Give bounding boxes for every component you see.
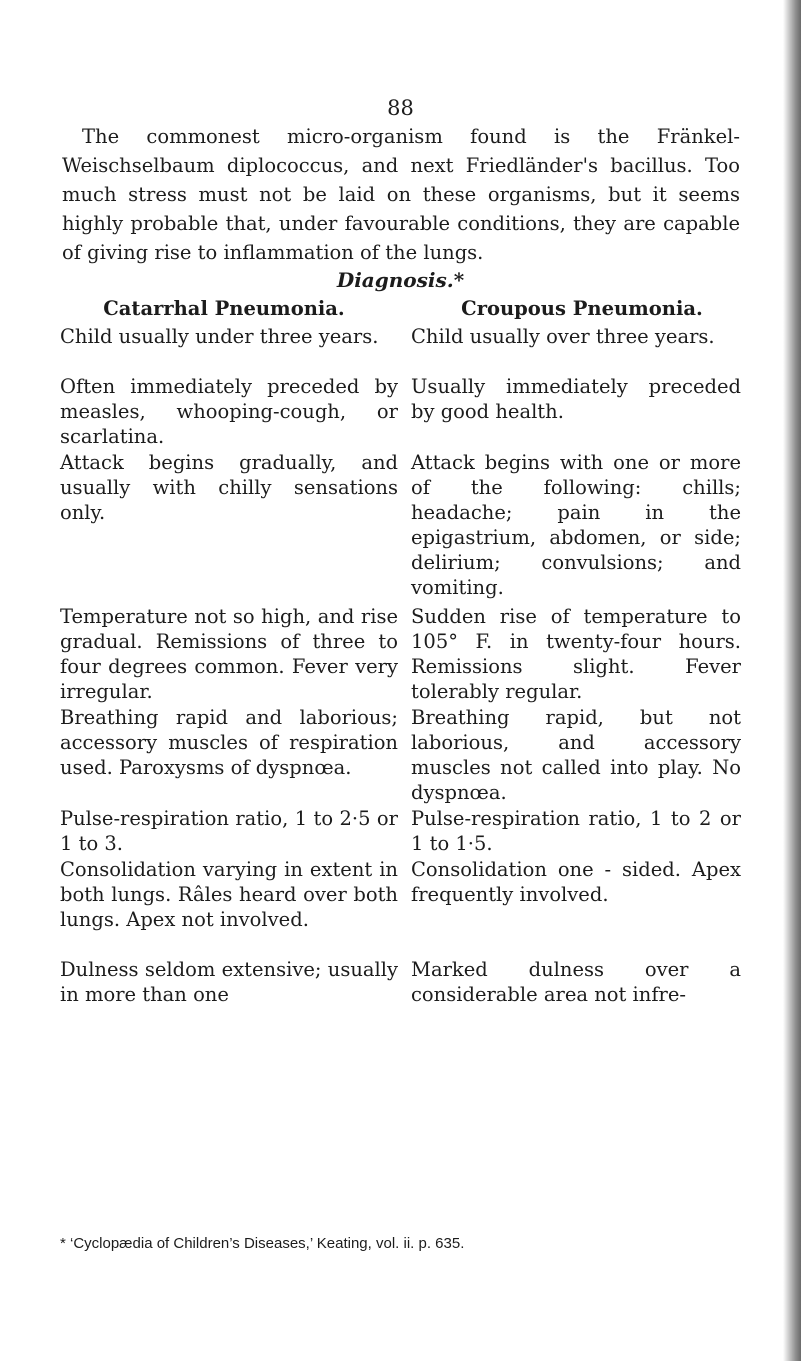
left-entry: Consolidation varying in extent in both lungs. Râles heard over both lungs. Apex not involved. — [60, 858, 398, 931]
right-entry: Breathing rapid, but not laborious, and accessory muscles not called into play. No dyspnœa. — [411, 706, 741, 804]
right-entry: Consolidation one - sided. Apex frequently involved. — [411, 858, 741, 906]
section-heading: Diagnosis.* — [336, 268, 465, 292]
left-entry: Often immediately preceded by measles, whooping-cough, or scarlatina. — [60, 375, 398, 448]
right-entry: Attack begins with one or more of the following: chills; headache; pain in the epigastrium, abdomen, or side; delirium; convulsions; and vomiting. — [411, 451, 741, 599]
left-entry: Child usually under three years. — [60, 325, 379, 348]
right-entry: Child usually over three years. — [411, 325, 715, 348]
left-entry: Dulness seldom extensive; usually in more than one — [60, 958, 398, 1006]
page-edge-shadow — [783, 0, 801, 1361]
right-entry: Usually immediately preceded by good health. — [411, 375, 741, 423]
right-entry: Pulse-respiration ratio, 1 to 2 or 1 to 1·5. — [411, 807, 741, 855]
right-entry: Marked dulness over a considerable area not infre- — [411, 958, 741, 1006]
intro-paragraph — [62, 122, 740, 267]
right-column-heading: Croupous Pneumonia. — [461, 297, 703, 320]
left-entry: Pulse-respiration ratio, 1 to 2·5 or 1 to 3. — [60, 807, 398, 855]
page-number: 88 — [387, 96, 414, 120]
left-entry: Attack begins gradually, and usually with chilly sensations only. — [60, 451, 398, 524]
right-entry: Sudden rise of temperature to 105° F. in twenty-four hours. Remissions slight. Fever tolerably regular. — [411, 605, 741, 703]
intro-text: The commonest micro-organism found is the Fränkel-Weischselbaum diplococcus, and next Friedländer's bacillus. Too much stress must not be laid on these organisms, but it seems highly probable that, under favourable conditions, they are capable of giving rise to inflammation of the lungs. — [62, 125, 740, 264]
left-entry: Temperature not so high, and rise gradual. Remissions of three to four degrees common. Fever very irregular. — [60, 605, 398, 703]
left-column-heading: Catarrhal Pneumonia. — [103, 297, 345, 320]
left-entry: Breathing rapid and laborious; accessory muscles of respiration used. Paroxysms of dyspnœa. — [60, 706, 398, 779]
footnote: * ‘Cyclopædia of Children’s Diseases,’ Keating, vol. ii. p. 635. — [60, 1235, 465, 1252]
